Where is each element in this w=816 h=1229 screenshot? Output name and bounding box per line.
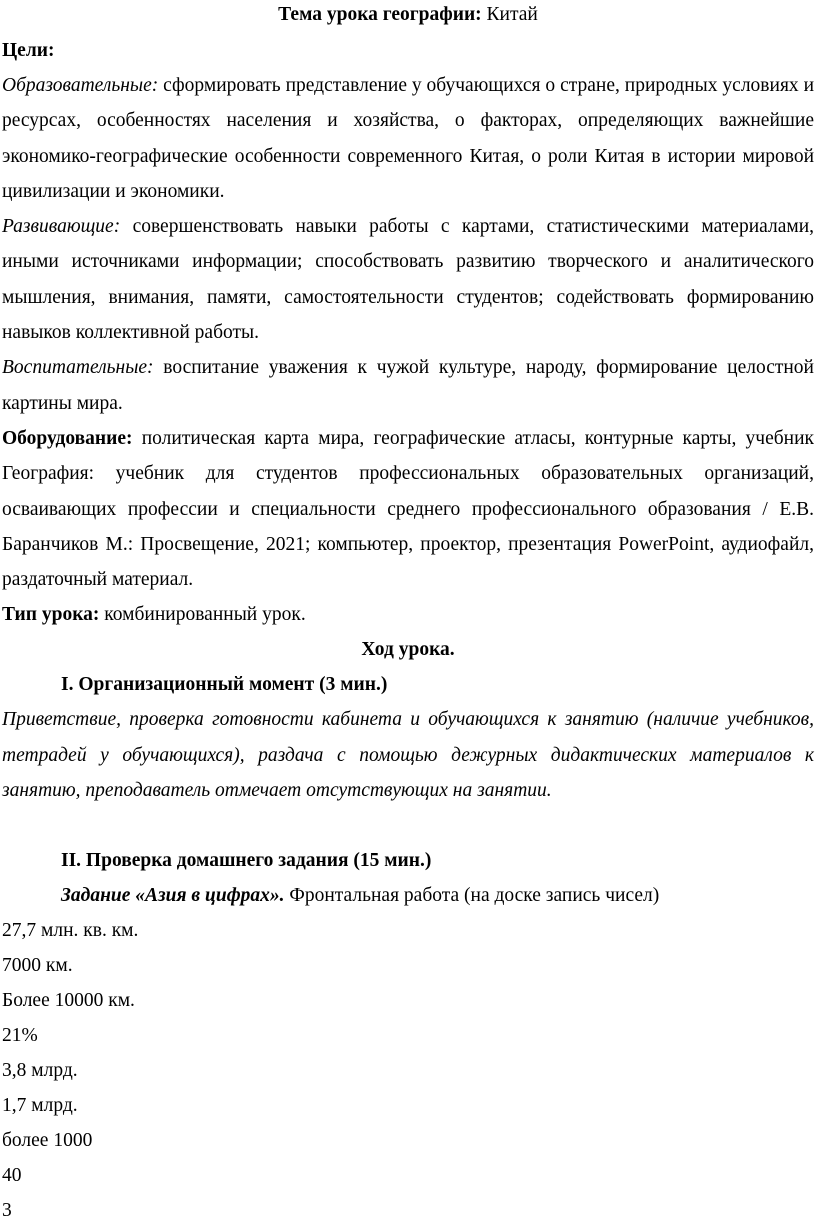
course-heading: Ход урока.	[361, 639, 455, 661]
number-item: 27,7 млн. кв. км.	[2, 920, 139, 942]
lesson-title	[2, 0, 814, 30]
goal-upbringing	[2, 350, 814, 421]
goal-upbringing-text: воспитание уважения к чужой культуре, народу, формирование целостной картины мира.	[2, 357, 814, 414]
task-line	[2, 878, 814, 913]
number-item: 40	[2, 1165, 22, 1187]
goal-educational-text: сформировать представление у обучающихся о стране, природных условиях и ресурсах, особенностях населения и хозяйства, о факторах, определяющих важнейшие экономико-географические особенности современного Китая, о роли Китая в истории мировой цивилизации и экономики.	[2, 75, 815, 202]
number-item: 7000 км.	[2, 955, 73, 977]
number-item: 21%	[2, 1025, 38, 1047]
section1-heading: I. Организационный момент (3 мин.)	[61, 674, 388, 696]
equipment	[2, 421, 814, 597]
spacer	[2, 808, 814, 843]
equipment-text: политическая карта мира, географические атласы, контурные карты, учебник География: учебник для студентов профессиональных образовательных организаций, осваивающих профессии и специальности среднего профессионального образования / Е.В. Баранчиков М.: Просвещение, 2021; компьютер, проектор, презентация PowerPoint, аудиофайл, раздаточный материал.	[2, 427, 814, 591]
goal-developing	[2, 209, 814, 350]
task-label: Задание «Азия в цифрах».	[61, 885, 285, 907]
lesson-title-value: Китай	[486, 4, 538, 25]
goals-heading: Цели:	[2, 40, 55, 61]
goal-developing-text: совершенствовать навыки работы с картами, статистическими материалами, иными источниками информации; способствовать развитию творческого и аналитического мышления, внимания, памяти, самостоятельности студентов; содействовать формированию навыков коллективной работы.	[2, 216, 815, 344]
lesson-type-value: комбинированный урок.	[104, 604, 306, 626]
section1-text: Приветствие, проверка готовности кабинета и обучающихся к занятию (наличие учебников, тетрадей у обучающихся), раздача с помощью дежурных дидактических материалов к занятию, преподаватель отмечает отсутствующих на занятии.	[2, 709, 814, 802]
equipment-label: Оборудование:	[2, 427, 133, 449]
number-item: Более 10000 км.	[2, 990, 135, 1012]
task-text: Фронтальная работа (на доске запись чисел)	[289, 885, 660, 907]
goal-educational	[2, 68, 814, 209]
goal-developing-label: Развивающие:	[2, 216, 121, 238]
lesson-type	[2, 597, 814, 632]
numbers-list	[2, 913, 814, 1228]
number-item: 1,7 млрд.	[2, 1095, 78, 1117]
goal-educational-label: Образовательные:	[2, 75, 159, 96]
number-item: 3,8 млрд.	[2, 1060, 78, 1082]
number-item: 3	[2, 1200, 12, 1222]
section2-heading: II. Проверка домашнего задания (15 мин.)	[61, 850, 432, 872]
lesson-title-label: Тема урока географии:	[278, 4, 482, 25]
lesson-type-label: Тип урока:	[2, 604, 100, 626]
number-item: более 1000	[2, 1130, 93, 1152]
goal-upbringing-label: Воспитательные:	[2, 357, 154, 379]
